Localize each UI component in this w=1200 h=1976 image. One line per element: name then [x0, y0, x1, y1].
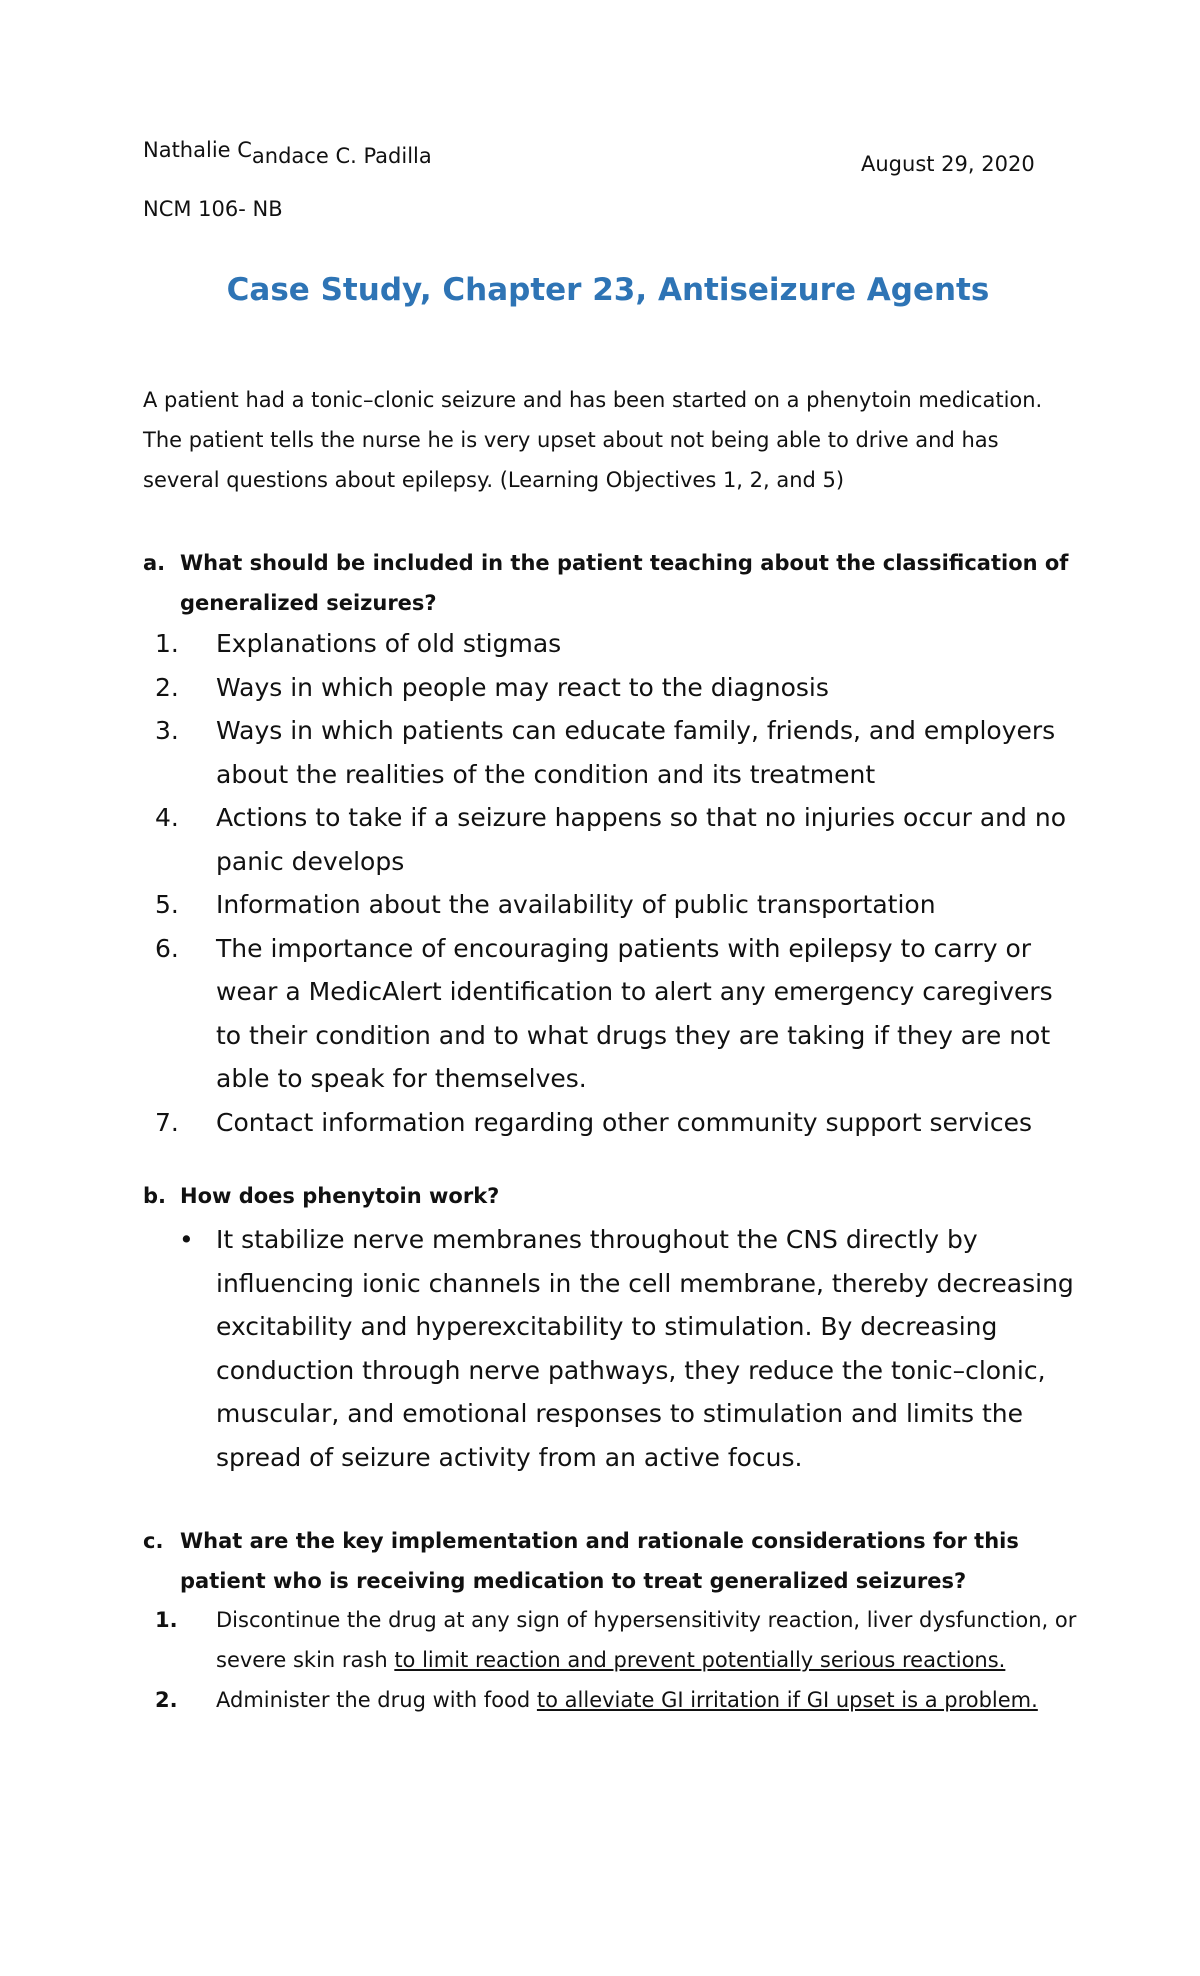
bullet-icon: • — [179, 1225, 194, 1254]
question-a-letter: a. — [143, 551, 166, 575]
list-item-number: 1. — [155, 1608, 178, 1632]
list-item-number: 4. — [155, 803, 179, 832]
list-item — [143, 1600, 1083, 1680]
author-name — [143, 140, 432, 172]
list-item — [143, 927, 1083, 1101]
list-item — [143, 666, 1083, 710]
list-item-text: It stabilize nerve membranes throughout the CNS directly by influencing ionic channels in the cell membrane, thereby decreasing excitability and hyperexcitability to stimulation. By decreasing conduction through nerve pathways, they reduce the tonic–clonic, muscular, and emotional responses to stimulation and limits the spread of seizure activity from an active focus. — [216, 1225, 1074, 1472]
list-item — [143, 1680, 1083, 1720]
list-item-rationale: to limit reaction and prevent potentially serious reactions. — [394, 1648, 1006, 1672]
list-item-text: Discontinue the drug at any sign of hypersensitivity reaction, liver dysfunction, or severe skin rash — [216, 1608, 1077, 1672]
question-b-text: How does phenytoin work? — [180, 1184, 500, 1208]
question-c-answer-list — [143, 1600, 1083, 1720]
question-c-text: What are the key implementation and rationale considerations for this patient who is receiving medication to treat generalized seizures? — [180, 1529, 1019, 1593]
question-a-answer-list — [143, 622, 1083, 1144]
list-item — [143, 622, 1083, 666]
list-item-text: Information about the availability of public transportation — [216, 890, 936, 919]
question-c-letter: c. — [143, 1529, 164, 1553]
list-item-text: Explanations of old stigmas — [216, 629, 562, 658]
course-code: NCM 106- NB — [143, 197, 283, 221]
list-item — [143, 796, 1083, 883]
list-item-number: 6. — [155, 933, 179, 963]
list-item — [143, 1101, 1083, 1145]
list-item-number: 2. — [155, 672, 179, 702]
list-item-text: Administer the drug with food — [216, 1688, 537, 1712]
question-b-answer-list — [143, 1218, 1083, 1479]
case-intro: A patient had a tonic–clonic seizure and has been started on a phenytoin medication. The patient tells the nurse he is very upset about not being able to drive and has several questions about epilepsy. (Learning Objectives 1, 2, and 5) — [143, 388, 1043, 492]
list-item — [143, 1218, 1083, 1479]
list-item-text: Contact information regarding other community support services — [216, 1107, 1033, 1137]
list-item-text: Ways in which patients can educate family, friends, and employers about the realities of the condition and its treatment — [216, 716, 1056, 789]
list-item-text: The importance of encouraging patients with epilepsy to carry or wear a MedicAlert identification to alert any emergency caregivers to their condition and to what drugs they are taking if they are not able to speak for themselves. — [216, 933, 1053, 1093]
question-a — [143, 543, 1083, 623]
document-date: August 29, 2020 — [861, 152, 1035, 176]
question-a-text: What should be included in the patient teaching about the classification of generalized seizures? — [180, 551, 1069, 615]
list-item — [143, 883, 1083, 927]
author-name-rest: andace C. Padilla — [251, 144, 432, 168]
list-item — [143, 709, 1083, 796]
question-b-letter: b. — [143, 1184, 167, 1208]
list-item-number: 7. — [155, 1107, 179, 1137]
list-item-number: 1. — [155, 629, 179, 658]
list-item-number: 2. — [155, 1688, 178, 1712]
list-item-text: Ways in which people may react to the diagnosis — [216, 672, 829, 702]
author-name-first: Nathalie C — [143, 138, 252, 162]
list-item-rationale: to alleviate GI irritation if GI upset is a problem. — [536, 1688, 1038, 1712]
list-item-number: 5. — [155, 890, 179, 919]
list-item-number: 3. — [155, 716, 179, 745]
page-title: Case Study, Chapter 23, Antiseizure Agents — [226, 272, 990, 308]
question-b — [143, 1176, 1083, 1216]
question-c — [143, 1521, 1083, 1601]
list-item-text: Actions to take if a seizure happens so that no injuries occur and no panic develops — [216, 803, 1066, 876]
